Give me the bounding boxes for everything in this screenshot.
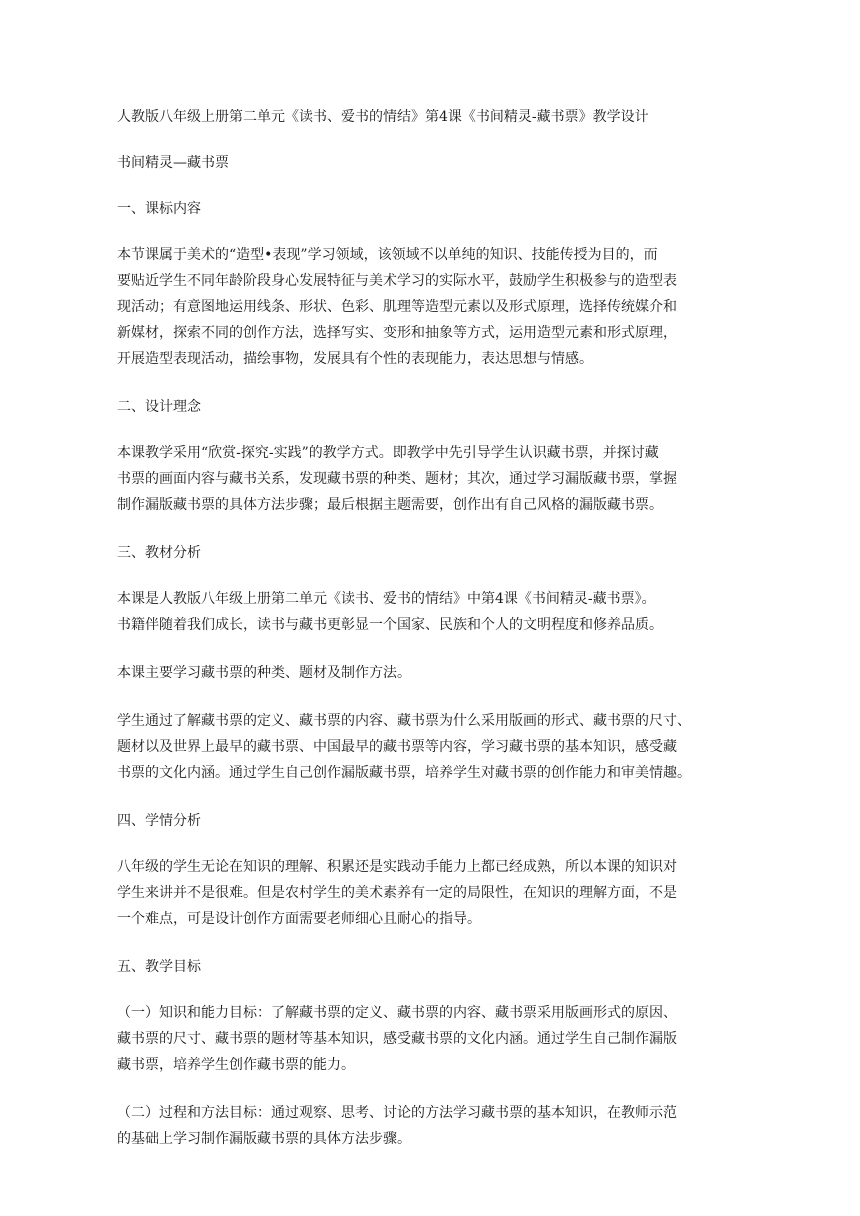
paragraph (117, 1000, 732, 1078)
paragraph-line: 开展造型表现活动，描绘事物，发展具有个性的表现能力，表达思想与情感。 (117, 351, 593, 367)
paragraph-line: 八年级的学生无论在知识的理解、积累还是实践动手能力上都已经成熟，所以本课的知识对 (117, 859, 677, 875)
paragraph-line: 本课主要学习藏书票的种类、题材及制作方法。 (117, 665, 411, 681)
paragraph-line: 书籍伴随着我们成长，读书与藏书更彰显一个国家、民族和个人的文明程度和修养品质。 (117, 617, 663, 633)
paragraph-line: 一个难点，可是设计创作方面需要老师细心且耐心的指导。 (117, 911, 481, 927)
paragraph (117, 1100, 732, 1152)
paragraph-line: 本节课属于美术的“造型•表现”学习领域，该领域不以单纯的知识、技能传授为目的，而 (117, 247, 658, 263)
section-heading: 三、教材分析 (117, 545, 201, 561)
paragraph-line: 藏书票的尺寸、藏书票的题材等基本知识，感受藏书票的文化内涵。通过学生自己制作漏版 (117, 1031, 677, 1047)
paragraph-line: 的基础上学习制作漏版藏书票的具体方法步骤。 (117, 1131, 411, 1147)
paragraph-line: 本课是人教版八年级上册第二单元《读书、爱书的情结》中第4课《书间精灵-藏书票》。 (117, 591, 656, 607)
paragraph-line: 书票的画面内容与藏书关系，发现藏书票的种类、题材；其次，通过学习漏版藏书票，掌握 (117, 471, 677, 487)
paragraph (117, 708, 732, 786)
paragraph-line: 学生通过了解藏书票的定义、藏书票的内容、藏书票为什么采用版画的形式、藏书票的尺寸、 (117, 713, 691, 729)
section-heading: 四、学情分析 (117, 813, 201, 829)
section-heading: 五、教学目标 (117, 959, 201, 975)
paragraph (117, 440, 732, 518)
paragraph (117, 660, 732, 686)
paragraph-line: 制作漏版藏书票的具体方法步骤；最后根据主题需要，创作出有自己风格的漏版藏书票。 (117, 497, 663, 513)
paragraph-line: 现活动；有意图地运用线条、形状、色彩、肌理等造型元素以及形式原理，选择传统媒介和 (117, 299, 677, 315)
paragraph-line: 藏书票，培养学生创作藏书票的能力。 (117, 1057, 355, 1073)
document-title: 人教版八年级上册第二单元《读书、爱书的情结》第4课《书间精灵-藏书票》教学设计 (117, 109, 649, 125)
paragraph (117, 854, 732, 932)
paragraph-line: （二）过程和方法目标：通过观察、思考、讨论的方法学习藏书票的基本知识，在教师示范 (117, 1105, 677, 1121)
paragraph-line: 书票的文化内涵。通过学生自己创作漏版藏书票，培养学生对藏书票的创作能力和审美情趣。 (117, 765, 691, 781)
paragraph-line: （一）知识和能力目标：了解藏书票的定义、藏书票的内容、藏书票采用版画形式的原因、 (117, 1005, 677, 1021)
paragraph-line: 要贴近学生不同年龄阶段身心发展特征与美术学习的实际水平，鼓励学生积极参与的造型表 (117, 273, 677, 289)
paragraph-line: 学生来讲并不是很难。但是农村学生的美术素养有一定的局限性，在知识的理解方面，不是 (117, 885, 677, 901)
section-heading: 二、设计理念 (117, 399, 201, 415)
paragraph-line: 本课教学采用“欣赏-探究-实践”的教学方式。即教学中先引导学生认识藏书票，并探讨藏 (117, 445, 659, 461)
paragraph-line: 题材以及世界上最早的藏书票、中国最早的藏书票等内容，学习藏书票的基本知识，感受藏 (117, 739, 677, 755)
paragraph (117, 586, 732, 638)
document-subtitle: 书间精灵—藏书票 (117, 155, 229, 171)
paragraph-line: 新媒材，探索不同的创作方法，选择写实、变形和抽象等方式，运用造型元素和形式原理， (117, 325, 677, 341)
document-body (117, 196, 732, 1152)
section-heading: 一、课标内容 (117, 201, 201, 217)
paragraph (117, 242, 732, 372)
